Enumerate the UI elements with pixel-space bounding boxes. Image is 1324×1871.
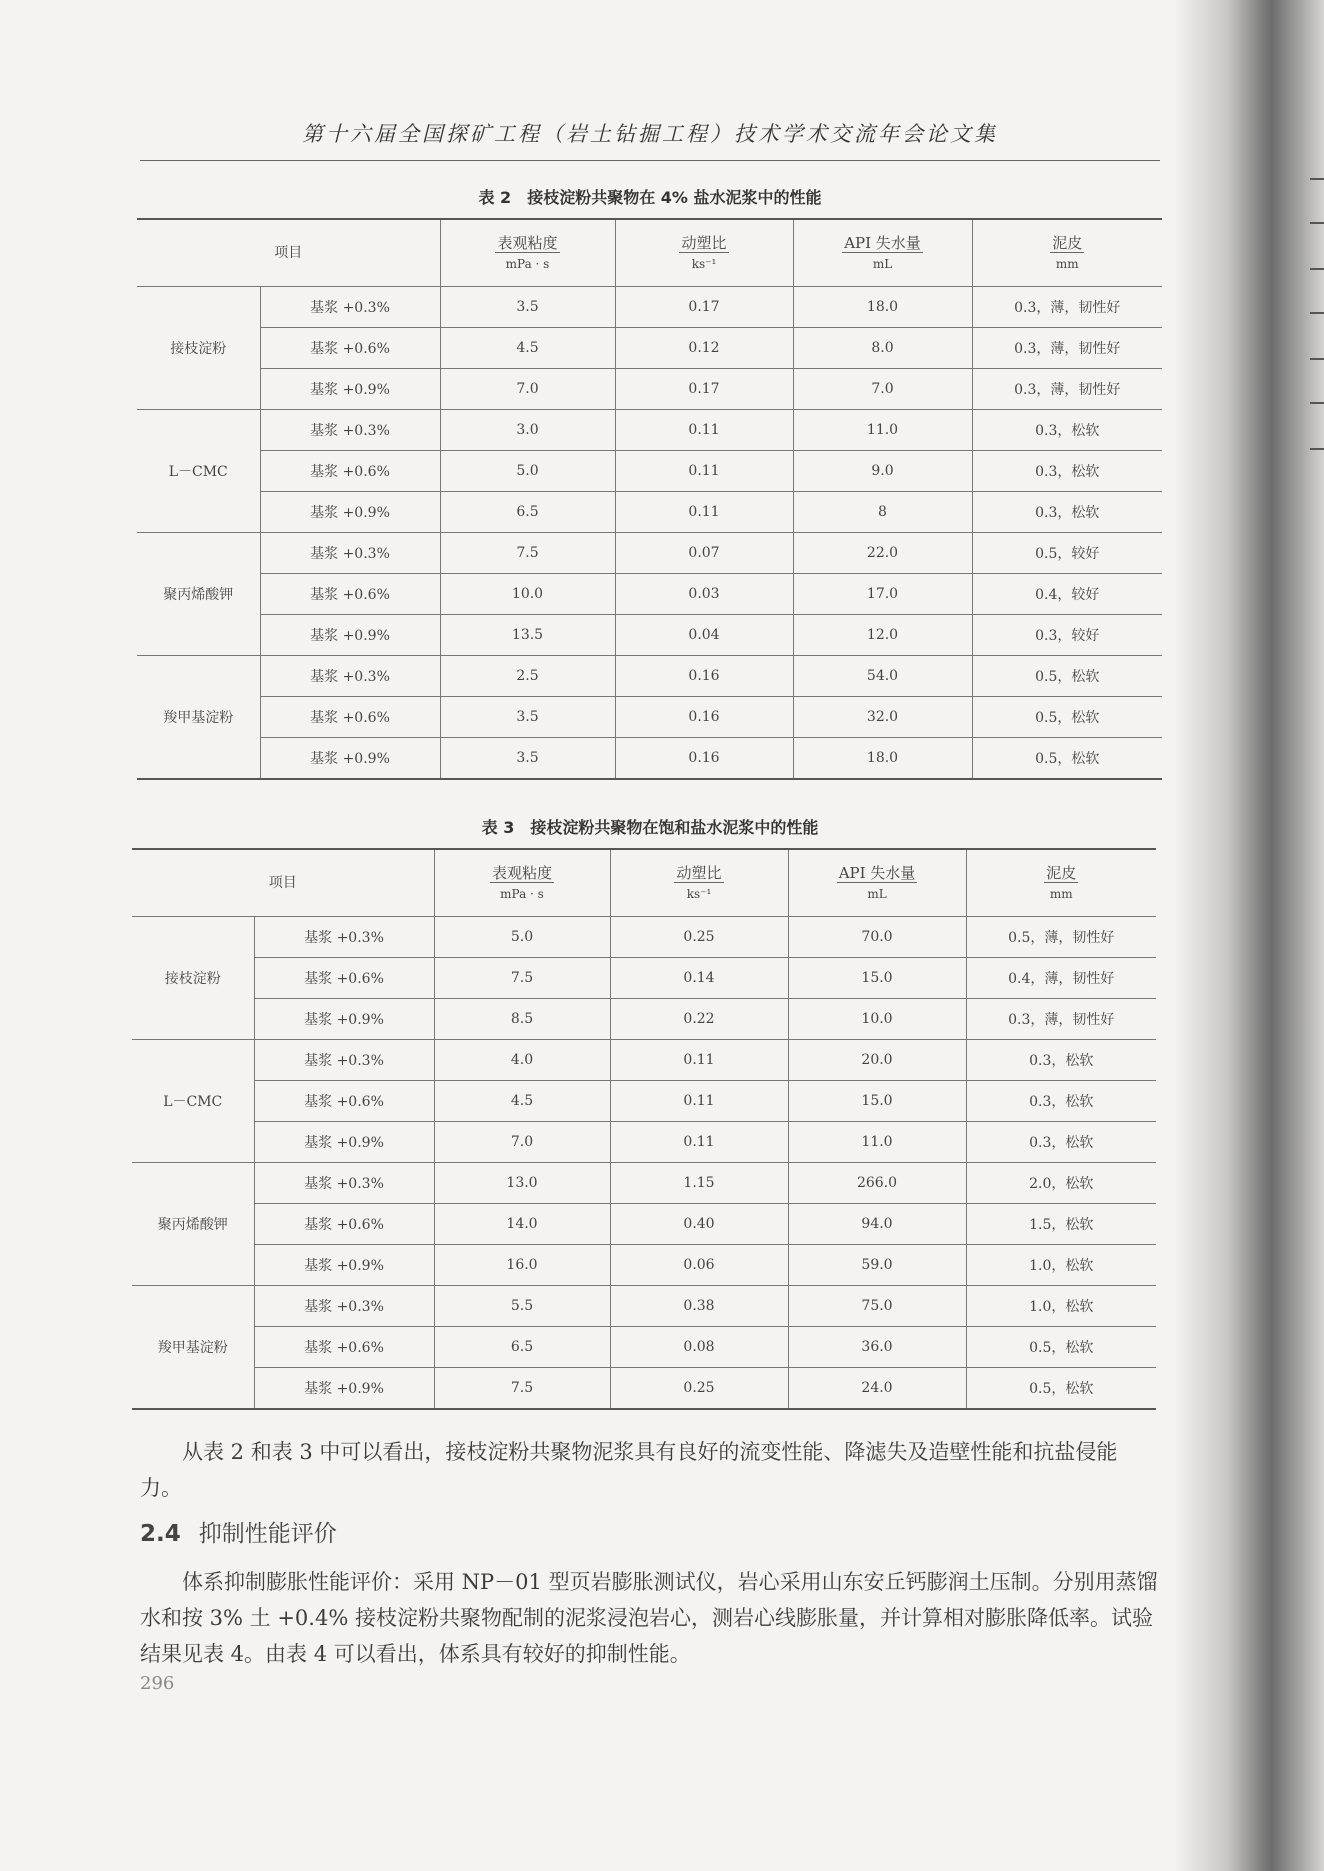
table-cell: 0.12 [615, 328, 793, 369]
table-row [132, 1204, 1156, 1245]
table-cell: 0.5，松软 [972, 656, 1162, 697]
table-cell: 0.22 [610, 999, 788, 1040]
column-unit: ks⁻¹ [691, 256, 717, 271]
table-cell: 基浆 +0.9% [254, 1245, 434, 1286]
page-edge-marks [1304, 0, 1324, 1871]
table-cell: 0.4，薄，韧性好 [966, 958, 1156, 999]
table-row [132, 1245, 1156, 1286]
table-cell: 基浆 +0.3% [260, 656, 440, 697]
table3-caption: 表 3 接枝淀粉共聚物在饱和盐水泥浆中的性能 [481, 818, 819, 837]
group-name: 聚丙烯酸钾 [137, 533, 260, 656]
column-name: API 失水量 [844, 233, 921, 252]
group-name: 接枝淀粉 [132, 917, 254, 1040]
table-cell: 15.0 [788, 1081, 966, 1122]
conclusion-paragraph: 从表 2 和表 3 中可以看出，接枝淀粉共聚物泥浆具有良好的流变性能、降滤失及造壁性能和抗盐侵能力。 [140, 1440, 1118, 1500]
table-row [132, 1163, 1156, 1204]
table-cell: 18.0 [793, 287, 972, 328]
table-row [137, 738, 1162, 780]
table-cell: 3.0 [440, 410, 615, 451]
table-cell: 6.5 [434, 1327, 610, 1368]
column-name: 项目 [274, 245, 303, 261]
column-name: 表观粘度 [497, 233, 558, 252]
group-name: 接枝淀粉 [137, 287, 260, 410]
page-edge-shadow [1174, 0, 1324, 1871]
table-cell: 5.5 [434, 1286, 610, 1327]
table-cell: 7.0 [440, 369, 615, 410]
column-header [610, 849, 788, 917]
section-number: 2.4 [140, 1521, 181, 1547]
column-name: 动塑比 [681, 233, 727, 252]
table-row [132, 1286, 1156, 1327]
table-cell: 基浆 +0.9% [260, 738, 440, 780]
table-cell: 0.25 [610, 917, 788, 958]
table-cell: 0.5，薄，韧性好 [966, 917, 1156, 958]
table-cell: 0.3，松软 [972, 492, 1162, 533]
table-cell: 0.38 [610, 1286, 788, 1327]
group-name: L－CMC [137, 410, 260, 533]
column-name: 泥皮 [1046, 863, 1077, 882]
table-cell: 5.0 [440, 451, 615, 492]
header-row [137, 219, 1162, 287]
table-cell: 1.15 [610, 1163, 788, 1204]
table-cell: 基浆 +0.3% [254, 917, 434, 958]
table-cell: 0.11 [610, 1081, 788, 1122]
table-cell: 0.04 [615, 615, 793, 656]
column-unit: mL [867, 886, 887, 901]
table-row [137, 451, 1162, 492]
table-cell: 20.0 [788, 1040, 966, 1081]
table-cell: 基浆 +0.9% [254, 1122, 434, 1163]
table-cell: 10.0 [440, 574, 615, 615]
table-cell: 32.0 [793, 697, 972, 738]
table-cell: 基浆 +0.3% [260, 533, 440, 574]
table-cell: 22.0 [793, 533, 972, 574]
table-cell: 0.11 [610, 1040, 788, 1081]
column-unit: ks⁻¹ [686, 886, 712, 901]
table-cell: 0.3，松软 [966, 1040, 1156, 1081]
table-cell: 0.3，薄，韧性好 [972, 328, 1162, 369]
column-unit: mPa · s [505, 256, 550, 271]
group-name: L－CMC [132, 1040, 254, 1163]
table-cell: 7.0 [793, 369, 972, 410]
page-number: 296 [140, 1673, 175, 1694]
table2-header [137, 219, 1162, 287]
column-name: 动塑比 [676, 863, 722, 882]
table-cell: 0.5，较好 [972, 533, 1162, 574]
table-cell: 基浆 +0.6% [254, 1204, 434, 1245]
table-cell: 59.0 [788, 1245, 966, 1286]
column-unit: mm [1049, 886, 1073, 901]
table-row [132, 1327, 1156, 1368]
table-row [132, 999, 1156, 1040]
column-header [440, 219, 615, 287]
column-header [434, 849, 610, 917]
table-cell: 0.17 [615, 369, 793, 410]
table-cell: 54.0 [793, 656, 972, 697]
table-cell: 24.0 [788, 1368, 966, 1410]
column-header [793, 219, 972, 287]
table-cell: 基浆 +0.9% [254, 999, 434, 1040]
table2 [137, 218, 1162, 780]
table-cell: 基浆 +0.6% [260, 697, 440, 738]
table-cell: 0.25 [610, 1368, 788, 1410]
column-unit: mL [872, 256, 893, 271]
table-cell: 0.3，松软 [966, 1081, 1156, 1122]
running-header: 第十六届全国探矿工程（岩土钻掘工程）技术学术交流年会论文集 [302, 122, 998, 146]
table-cell: 12.0 [793, 615, 972, 656]
table-cell: 94.0 [788, 1204, 966, 1245]
table-cell: 17.0 [793, 574, 972, 615]
header-rule [140, 160, 1160, 161]
column-name: 表观粘度 [491, 863, 552, 882]
table-row [137, 492, 1162, 533]
table-cell: 0.5，松软 [972, 738, 1162, 780]
table-cell: 0.11 [615, 410, 793, 451]
table-cell: 8 [793, 492, 972, 533]
table-cell: 7.5 [434, 1368, 610, 1410]
table-row [137, 328, 1162, 369]
table-cell: 9.0 [793, 451, 972, 492]
table-cell: 基浆 +0.6% [254, 1081, 434, 1122]
table-cell: 4.5 [440, 328, 615, 369]
table-cell: 4.0 [434, 1040, 610, 1081]
table-cell: 0.3，松软 [972, 451, 1162, 492]
table-cell: 0.11 [610, 1122, 788, 1163]
table-cell: 6.5 [440, 492, 615, 533]
table-row [137, 574, 1162, 615]
section-title: 抑制性能评价 [198, 1521, 337, 1547]
table-cell: 0.5，松软 [972, 697, 1162, 738]
table-row [132, 917, 1156, 958]
column-header [788, 849, 966, 917]
table-row [137, 410, 1162, 451]
table-cell: 0.16 [615, 656, 793, 697]
table-cell: 基浆 +0.3% [254, 1163, 434, 1204]
table-cell: 0.5，松软 [966, 1327, 1156, 1368]
table-row [132, 1081, 1156, 1122]
table3-body [132, 917, 1156, 1410]
column-header [615, 219, 793, 287]
table-row [137, 287, 1162, 328]
table3-header [132, 849, 1156, 917]
table-cell: 0.5，松软 [966, 1368, 1156, 1410]
column-name: 泥皮 [1052, 233, 1083, 252]
table-row [137, 533, 1162, 574]
table-cell: 4.5 [434, 1081, 610, 1122]
table-cell: 0.4，较好 [972, 574, 1162, 615]
table-row [132, 958, 1156, 999]
table-cell: 0.06 [610, 1245, 788, 1286]
table-cell: 5.0 [434, 917, 610, 958]
table-cell: 36.0 [788, 1327, 966, 1368]
table-row [137, 615, 1162, 656]
table-cell: 基浆 +0.9% [260, 615, 440, 656]
table-cell: 基浆 +0.6% [260, 574, 440, 615]
table-cell: 基浆 +0.9% [260, 492, 440, 533]
table-cell: 基浆 +0.3% [260, 287, 440, 328]
table-cell: 0.03 [615, 574, 793, 615]
table-cell: 基浆 +0.9% [254, 1368, 434, 1410]
table-cell: 70.0 [788, 917, 966, 958]
table-cell: 0.3，松软 [966, 1122, 1156, 1163]
table-cell: 0.08 [610, 1327, 788, 1368]
table-cell: 0.16 [615, 738, 793, 780]
table-row [137, 369, 1162, 410]
table-cell: 0.11 [615, 451, 793, 492]
table-cell: 1.5，松软 [966, 1204, 1156, 1245]
table-cell: 0.3，薄，韧性好 [972, 369, 1162, 410]
inhibition-paragraph: 体系抑制膨胀性能评价：采用 NP－01 型页岩膨胀测试仪，岩心采用山东安丘钙膨润土压制。分别用蒸馏水和按 3% 土 +0.4% 接枝淀粉共聚物配制的泥浆浸泡岩心，测岩心线膨胀量，并计算相对膨胀降低率。试验结果见表 4。由表 4 可以看出，体系具有较好的抑制性能。 [140, 1570, 1158, 1666]
table-cell: 0.3，薄，韧性好 [966, 999, 1156, 1040]
column-header [132, 849, 434, 917]
table-cell: 7.5 [434, 958, 610, 999]
table-cell: 基浆 +0.3% [254, 1286, 434, 1327]
header-row [132, 849, 1156, 917]
table-row [132, 1122, 1156, 1163]
column-header [966, 849, 1156, 917]
table-cell: 基浆 +0.6% [254, 1327, 434, 1368]
table-cell: 8.0 [793, 328, 972, 369]
table-cell: 15.0 [788, 958, 966, 999]
column-header [972, 219, 1162, 287]
table-cell: 基浆 +0.3% [260, 410, 440, 451]
table-cell: 0.3，较好 [972, 615, 1162, 656]
section-heading [140, 1515, 337, 1548]
table3 [132, 848, 1156, 1410]
table-cell: 2.0，松软 [966, 1163, 1156, 1204]
table-cell: 1.0，松软 [966, 1245, 1156, 1286]
table-cell: 75.0 [788, 1286, 966, 1327]
table-cell: 8.5 [434, 999, 610, 1040]
column-unit: mm [1055, 256, 1079, 271]
table-row [137, 656, 1162, 697]
table-row [137, 697, 1162, 738]
table-cell: 基浆 +0.6% [254, 958, 434, 999]
column-unit: mPa · s [500, 886, 544, 901]
table-row [132, 1040, 1156, 1081]
group-name: 羧甲基淀粉 [132, 1286, 254, 1410]
column-name: 项目 [268, 875, 297, 891]
column-header [137, 219, 440, 287]
table-cell: 0.07 [615, 533, 793, 574]
table2-caption: 表 2 接枝淀粉共聚物在 4% 盐水泥浆中的性能 [478, 188, 822, 207]
table-cell: 0.17 [615, 287, 793, 328]
table-cell: 16.0 [434, 1245, 610, 1286]
table-cell: 1.0，松软 [966, 1286, 1156, 1327]
table-cell: 基浆 +0.6% [260, 328, 440, 369]
table-cell: 7.0 [434, 1122, 610, 1163]
table-cell: 14.0 [434, 1204, 610, 1245]
table-cell: 266.0 [788, 1163, 966, 1204]
column-name: API 失水量 [838, 863, 916, 882]
table-cell: 3.5 [440, 287, 615, 328]
table-cell: 3.5 [440, 738, 615, 780]
table-cell: 13.5 [440, 615, 615, 656]
table-cell: 18.0 [793, 738, 972, 780]
table-cell: 0.14 [610, 958, 788, 999]
table-cell: 0.3，薄，韧性好 [972, 287, 1162, 328]
table2-body [137, 287, 1162, 780]
table-cell: 11.0 [788, 1122, 966, 1163]
group-name: 聚丙烯酸钾 [132, 1163, 254, 1286]
table-cell: 基浆 +0.9% [260, 369, 440, 410]
table-cell: 0.16 [615, 697, 793, 738]
group-name: 羧甲基淀粉 [137, 656, 260, 780]
table-cell: 基浆 +0.6% [260, 451, 440, 492]
table-row [132, 1368, 1156, 1410]
table-cell: 2.5 [440, 656, 615, 697]
table-cell: 11.0 [793, 410, 972, 451]
table-cell: 10.0 [788, 999, 966, 1040]
table-cell: 7.5 [440, 533, 615, 574]
table-cell: 0.11 [615, 492, 793, 533]
table-cell: 0.3，松软 [972, 410, 1162, 451]
table-cell: 基浆 +0.3% [254, 1040, 434, 1081]
table-cell: 0.40 [610, 1204, 788, 1245]
table-cell: 13.0 [434, 1163, 610, 1204]
table-cell: 3.5 [440, 697, 615, 738]
